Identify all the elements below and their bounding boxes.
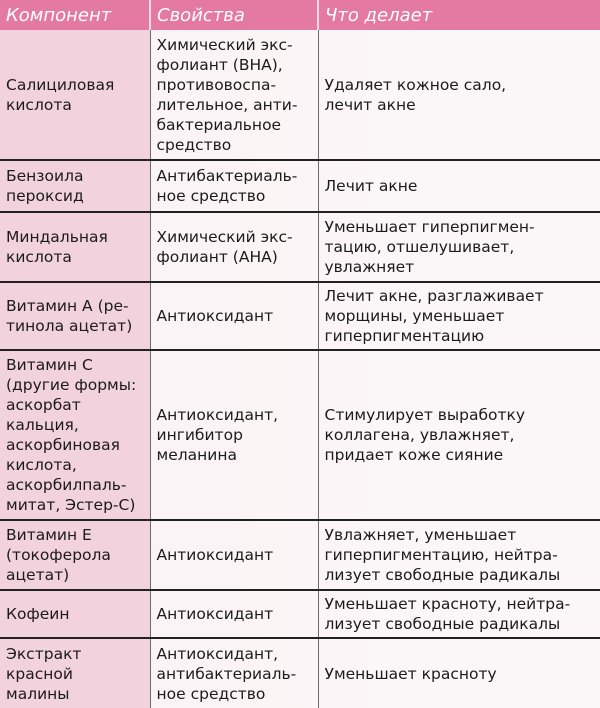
- component-name: Витамин Е (токоферола ацетат): [6, 526, 111, 584]
- table-row: [0, 212, 600, 282]
- component-properties: Антиоксидант: [156, 605, 274, 623]
- table-row: [0, 520, 600, 590]
- table-row: [0, 638, 600, 708]
- properties-cell: [150, 212, 318, 282]
- component-cell: [0, 212, 150, 282]
- properties-cell: [150, 282, 318, 350]
- table-body: [0, 30, 600, 708]
- component-name: Витамин С (другие формы: аскорбат кальция, аскорбиновая кислота, аскорбилпаль- митат, Эстер-С): [6, 356, 137, 514]
- component-name: Салициловая кислота: [6, 75, 115, 114]
- component-properties: Антиоксидант, ингибитор меланина: [156, 406, 279, 464]
- component-cell: [0, 350, 150, 520]
- component-properties: Антиоксидант: [156, 546, 274, 564]
- header-properties: Свойства: [150, 0, 318, 30]
- table-row: [0, 30, 600, 160]
- component-effect: Уменьшает красноту, нейтра- лизует свободные радикалы: [324, 595, 571, 633]
- effect-cell: [318, 282, 600, 350]
- component-name: Бензоила пероксид: [6, 167, 84, 205]
- header-component: Компонент: [0, 0, 150, 30]
- effect-cell: [318, 160, 600, 212]
- properties-cell: [150, 30, 318, 160]
- effect-cell: [318, 520, 600, 590]
- component-name: Кофеин: [6, 605, 70, 623]
- component-name: Экстракт красной малины: [6, 644, 82, 703]
- component-effect: Удаляет кожное сало, лечит акне: [324, 75, 507, 114]
- component-name: Витамин А (ре- тинола ацетат): [6, 297, 133, 335]
- table-header: [0, 0, 600, 30]
- table-row: [0, 590, 600, 638]
- effect-cell: [318, 590, 600, 638]
- properties-cell: [150, 520, 318, 590]
- component-name: Миндальная кислота: [6, 228, 108, 266]
- properties-cell: [150, 160, 318, 212]
- component-properties: Антиоксидант: [156, 307, 274, 325]
- component-cell: [0, 30, 150, 160]
- component-cell: [0, 520, 150, 590]
- component-cell: [0, 160, 150, 212]
- component-effect: Стимулирует выработку коллагена, увлажняет, придает коже сияние: [324, 406, 526, 464]
- component-effect: Увлажняет, уменьшает гиперпигментацию, нейтра- лизует свободные радикалы: [324, 526, 561, 584]
- component-cell: [0, 638, 150, 708]
- component-cell: [0, 282, 150, 350]
- table-row: [0, 282, 600, 350]
- component-properties: Химический экс- фолиант (ВНА), противовоспа- лительное, анти- бактериальное средство: [156, 35, 298, 154]
- properties-cell: [150, 350, 318, 520]
- component-properties: Антибактериаль- ное средство: [156, 167, 298, 205]
- effect-cell: [318, 350, 600, 520]
- header-effect: Что делает: [318, 0, 600, 30]
- effect-cell: [318, 212, 600, 282]
- component-cell: [0, 590, 150, 638]
- table-row: [0, 350, 600, 520]
- properties-cell: [150, 638, 318, 708]
- component-effect: Уменьшает гиперпигмен- тацию, отшелушивает, увлажняет: [324, 218, 535, 276]
- component-effect: Уменьшает красноту: [324, 664, 497, 683]
- component-effect: Лечит акне, разглаживает морщины, уменьшает гиперпигментацию: [324, 287, 544, 345]
- table-row: [0, 160, 600, 212]
- header-row: [0, 0, 600, 30]
- effect-cell: [318, 30, 600, 160]
- component-properties: Антиоксидант, антибактериаль- ное средство: [156, 644, 297, 703]
- properties-cell: [150, 590, 318, 638]
- effect-cell: [318, 638, 600, 708]
- component-properties: Химический экс- фолиант (АНА): [156, 228, 293, 266]
- component-effect: Лечит акне: [324, 177, 418, 195]
